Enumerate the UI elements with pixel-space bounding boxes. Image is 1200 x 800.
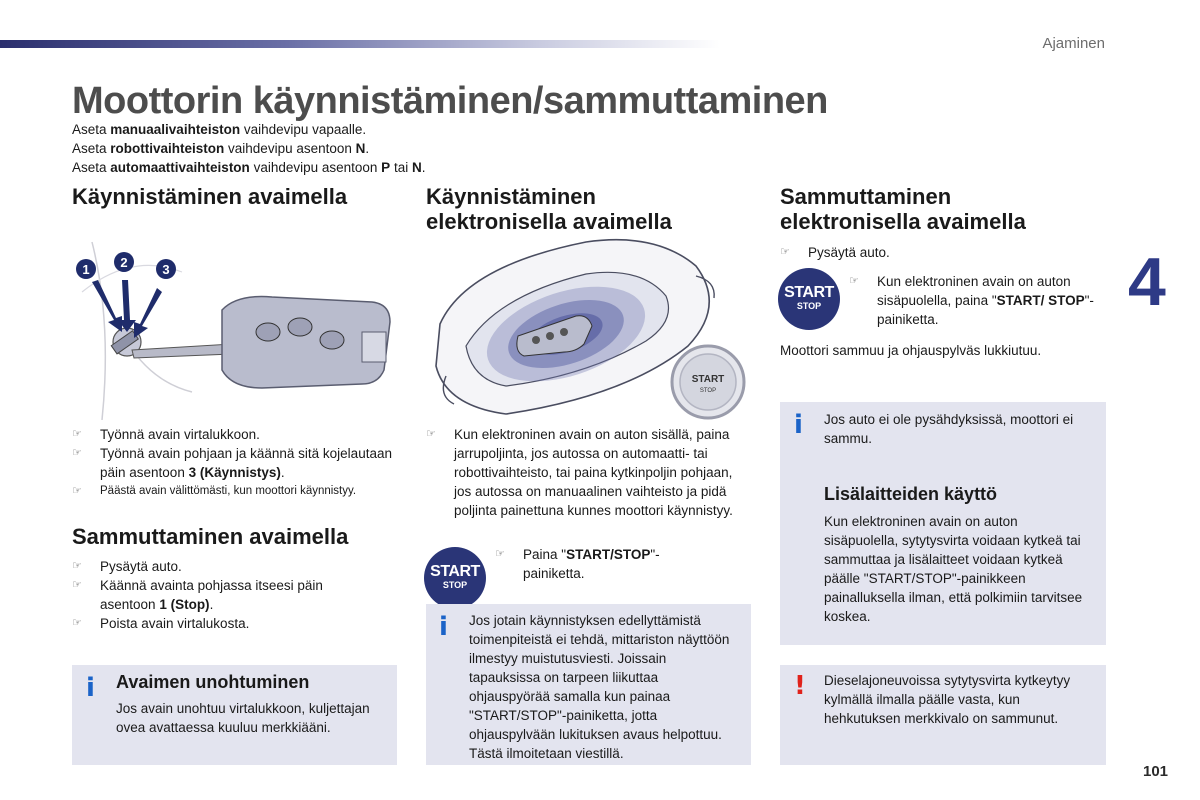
key-forgotten-text: Jos avain unohtuu virtalukkoon, kuljettajan ovea avattaessa kuuluu merkkiääni. <box>116 701 370 735</box>
start-stop-button-icon: START STOP <box>778 268 840 330</box>
diesel-warning-text: Dieselajoneuvoissa sytytysvirta kytkeytyy kylmällä ilmalla päälle vasta, kun hehkutuksen merkkivalo on sammunut. <box>824 673 1071 726</box>
list-item: ☞ Poista avain virtalukosta. <box>72 614 372 633</box>
intro-text <box>72 120 425 177</box>
accessories-text: Kun elektroninen avain on auton sisäpuolella, sytytysvirta voidaan kytkeä tai sammuttaa ja lisälaitteet voidaan kytkeä päälle "START/STOP"-painikkeen painalluksella ilman, että polkimiin tarvitsee koskea. <box>824 514 1083 624</box>
start-electronic-steps <box>426 425 746 520</box>
callout-1 <box>76 259 96 279</box>
info-icon: i <box>86 673 95 703</box>
accessories-box <box>780 402 1106 645</box>
illustration-start-label: START <box>691 374 725 385</box>
heading-start-electronic-key: Käynnistäminen elektronisella avaimella <box>426 184 672 234</box>
list-item: ☞ Käännä avainta pohjassa itseesi päin asentoon 1 (Stop). <box>72 576 372 614</box>
accessories-title: Lisälaitteiden käyttö <box>824 484 998 504</box>
section-label: Ajaminen <box>1042 35 1105 52</box>
callout-3 <box>156 259 176 279</box>
heading-stop-electronic-key: Sammuttaminen elektronisella avaimella <box>780 184 1026 234</box>
list-item: ☞ Kun elektroninen avain on auton sisällä, paina jarrupoljinta, jos autossa on automaatti- tai robottivaihteisto, tai paina kytkinpoljin pohjaan, jos autossa on manuaalinen vaihteisto ja pidä poljinta painettuna kunnes moottori käynnistyy. <box>426 425 746 520</box>
engine-stops-text: Moottori sammuu ja ohjauspylväs lukkiutuu. <box>780 343 1042 358</box>
svg-text:3: 3 <box>162 262 170 277</box>
list-item: ☞ Kun elektroninen avain on auton sisäpuolella, paina "START/ STOP"-painiketta. <box>849 272 1104 329</box>
stop-key-steps <box>72 557 372 633</box>
intro-line-robot: Aseta robottivaihteiston vaihdevipu asentoon N. <box>72 141 370 156</box>
svg-text:2: 2 <box>120 255 128 270</box>
chapter-number: 4 <box>1128 244 1166 320</box>
heading-start-with-key: Käynnistäminen avaimella <box>72 184 348 209</box>
key-ignition-illustration <box>72 232 402 420</box>
start-reminder-box <box>426 604 751 765</box>
start-key-steps <box>72 425 402 501</box>
info-icon: i <box>794 410 803 440</box>
key-forgotten-box <box>72 665 397 765</box>
stop-electronic-step-1 <box>780 243 1080 262</box>
illustration-stop-label: STOP <box>699 388 717 394</box>
not-stopped-text: Jos auto ei ole pysähdyksissä, moottori ei sammu. <box>824 412 1074 446</box>
page-number: 101 <box>1143 763 1169 780</box>
svg-text:1: 1 <box>82 262 90 277</box>
warning-icon: ! <box>794 671 806 701</box>
heading-stop-with-key: Sammuttaminen avaimella <box>72 524 349 549</box>
info-icon: i <box>439 612 448 642</box>
diesel-warning-box <box>780 665 1106 765</box>
press-start-stop-step <box>495 545 710 583</box>
list-item: ☞ Paina "START/STOP"-painiketta. <box>495 545 710 583</box>
list-item: ☞ Pysäytä auto. <box>72 557 372 576</box>
page-title: Moottorin käynnistäminen/sammuttaminen <box>72 80 828 122</box>
start-stop-button-icon: START STOP <box>424 547 486 609</box>
list-item: ☞ Päästä avain välittömästi, kun moottori käynnistyy. <box>72 482 402 501</box>
list-item: ☞ Pysäytä auto. <box>780 243 1080 262</box>
key-forgotten-title: Avaimen unohtuminen <box>116 672 310 692</box>
intro-line-manual: Aseta manuaalivaihteiston vaihdevipu vapaalle. <box>72 122 367 137</box>
header-gradient-bar <box>0 40 720 48</box>
list-item: ☞ Työnnä avain pohjaan ja käännä sitä kojelautaan päin asentoon 3 (Käynnistys). <box>72 444 402 482</box>
car-electronic-key-illustration <box>426 236 754 420</box>
list-item: ☞ Työnnä avain virtalukkoon. <box>72 425 402 444</box>
stop-electronic-step-2 <box>849 272 1104 329</box>
intro-line-automatic: Aseta automaattivaihteiston vaihdevipu asentoon P tai N. <box>72 160 426 175</box>
callout-2 <box>114 252 134 272</box>
start-reminder-text: Jos jotain käynnistyksen edellyttämistä toimenpiteistä ei tehdä, mittariston näyttöön ilmestyy muistutusviesti. Joissain tapauksissa on tarpeen liikuttaa ohjauspyörää samalla kun painaa "START/STOP"-painiketta, jotta ohjauspylvään lukituksen avaus helpottuu. Tästä ilmoitetaan viestillä. <box>469 613 730 761</box>
